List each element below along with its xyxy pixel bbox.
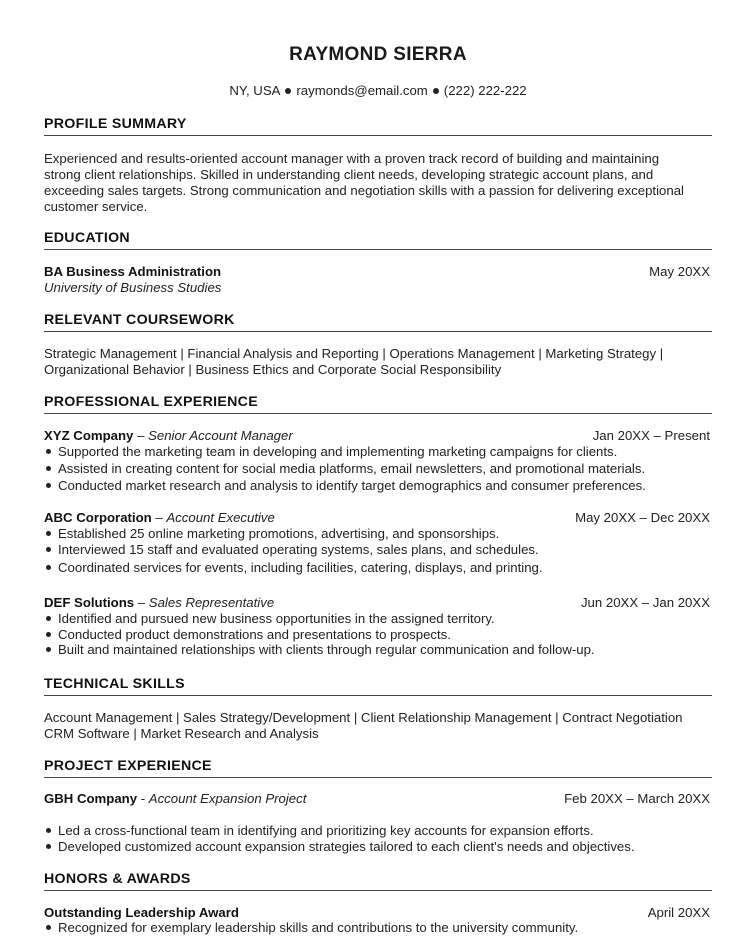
bullet-text: Identified and pursued new business opportunities in the assigned territory. bbox=[58, 611, 495, 626]
list-item bbox=[44, 560, 712, 576]
section-title: PROFESSIONAL EXPERIENCE bbox=[44, 394, 712, 414]
award-name: Outstanding Leadership Award bbox=[44, 905, 239, 920]
bullet-dot-icon bbox=[46, 547, 51, 552]
section-profile-summary bbox=[44, 116, 712, 136]
separator: – bbox=[151, 510, 167, 525]
text-line: Organizational Behavior | Business Ethics and Corporate Social Responsibility bbox=[44, 362, 502, 377]
list-item bbox=[44, 478, 712, 494]
text-line: Account Management | Sales Strategy/Development | Client Relationship Management | Contract Negotiation bbox=[44, 710, 683, 725]
degree-title: BA Business Administration bbox=[44, 264, 222, 279]
resume-page bbox=[44, 0, 712, 942]
location-text: NY, USA bbox=[229, 83, 281, 98]
job-dates: May 20XX – Dec 20XX bbox=[575, 510, 710, 525]
project-dates: Feb 20XX – March 20XX bbox=[564, 791, 710, 806]
list-item bbox=[44, 461, 712, 477]
bullet-text: Coordinated services for events, including facilities, catering, displays, and printing. bbox=[58, 560, 543, 575]
bullet-text: Assisted in creating content for social media platforms, email newsletters, and promotional materials. bbox=[58, 461, 646, 476]
bullet-text: Established 25 online marketing promotions, advertising, and sponsorships. bbox=[58, 526, 500, 541]
bullet-text: Developed customized account expansion strategies tailored to each client's needs and objectives. bbox=[58, 839, 635, 854]
job-dates: Jan 20XX – Present bbox=[592, 428, 710, 443]
list-item bbox=[44, 526, 712, 542]
email-text: raymonds@email.com bbox=[296, 83, 428, 98]
bullet-dot-icon bbox=[46, 616, 51, 621]
section-coursework bbox=[44, 312, 712, 332]
bullet-text: Supported the marketing team in developing and implementing marketing campaigns for clients. bbox=[58, 444, 618, 459]
company-name: GBH Company bbox=[44, 791, 138, 806]
section-title: PROJECT EXPERIENCE bbox=[44, 758, 712, 778]
text-line: Strategic Management | Financial Analysis and Reporting | Operations Management | Marketing Strategy | bbox=[44, 346, 664, 361]
bullet-dot-icon bbox=[46, 466, 51, 471]
section-education bbox=[44, 230, 712, 250]
school-name: University of Business Studies bbox=[44, 280, 222, 295]
bullet-dot-icon bbox=[46, 844, 51, 849]
list-item bbox=[44, 627, 712, 643]
graduation-date: May 20XX bbox=[649, 264, 710, 279]
list-item bbox=[44, 920, 712, 936]
section-honors-awards bbox=[44, 871, 712, 891]
separator: - bbox=[137, 791, 149, 806]
coursework-text bbox=[44, 346, 712, 378]
text-line: customer service. bbox=[44, 199, 148, 214]
bullet-dot-icon bbox=[46, 647, 51, 652]
list-item bbox=[44, 642, 712, 658]
bullet-text: Interviewed 15 staff and evaluated operating systems, sales plans, and schedules. bbox=[58, 542, 539, 557]
text-line: exceeding sales targets. Strong communication and negotiation skills with a passion for delivering exceptional bbox=[44, 183, 684, 198]
contact-line bbox=[44, 83, 712, 98]
text-line: CRM Software | Market Research and Analysis bbox=[44, 726, 319, 741]
bullet-dot-icon bbox=[46, 925, 51, 930]
bullet-dot-icon bbox=[46, 531, 51, 536]
section-technical-skills bbox=[44, 676, 712, 696]
skills-text bbox=[44, 710, 712, 742]
job-title: Senior Account Manager bbox=[148, 428, 293, 443]
company-name: ABC Corporation bbox=[44, 510, 152, 525]
profile-summary-text bbox=[44, 151, 712, 215]
bullet-text: Recognized for exemplary leadership skills and contributions to the university community. bbox=[58, 920, 579, 935]
section-title: PROFILE SUMMARY bbox=[44, 116, 712, 136]
award-date: April 20XX bbox=[647, 905, 710, 920]
section-project-experience bbox=[44, 758, 712, 778]
bullet-dot-icon bbox=[433, 88, 439, 94]
section-title: EDUCATION bbox=[44, 230, 712, 250]
bullet-dot-icon bbox=[46, 483, 51, 488]
separator: – bbox=[134, 595, 149, 610]
section-professional-experience bbox=[44, 394, 712, 414]
section-title: TECHNICAL SKILLS bbox=[44, 676, 712, 696]
bullet-dot-icon bbox=[285, 88, 291, 94]
company-name: XYZ Company bbox=[44, 428, 134, 443]
bullet-text: Built and maintained relationships with clients through regular communication and follow-up. bbox=[58, 642, 595, 657]
bullet-dot-icon bbox=[46, 632, 51, 637]
bullet-text: Conducted market research and analysis to identify target demographics and consumer preferences. bbox=[58, 478, 646, 493]
text-line: Experienced and results-oriented account manager with a proven track record of building and maintaining bbox=[44, 151, 660, 166]
candidate-name: RAYMOND SIERRA bbox=[289, 44, 467, 65]
job-title: Sales Representative bbox=[148, 595, 275, 610]
job-dates: Jun 20XX – Jan 20XX bbox=[580, 595, 710, 610]
phone-text: (222) 222-222 bbox=[443, 83, 527, 98]
bullet-text: Led a cross-functional team in identifying and prioritizing key accounts for expansion efforts. bbox=[58, 823, 594, 838]
text-line: strong client relationships. Skilled in understanding client needs, developing strategic account plans, and bbox=[44, 167, 654, 182]
section-title: RELEVANT COURSEWORK bbox=[44, 312, 712, 332]
project-title: Account Expansion Project bbox=[148, 791, 307, 806]
bullet-dot-icon bbox=[46, 828, 51, 833]
list-item bbox=[44, 611, 712, 627]
list-item bbox=[44, 444, 712, 460]
company-name: DEF Solutions bbox=[44, 595, 135, 610]
job-title: Account Executive bbox=[166, 510, 275, 525]
separator: – bbox=[133, 428, 149, 443]
section-title: HONORS & AWARDS bbox=[44, 871, 712, 891]
list-item bbox=[44, 839, 712, 855]
list-item bbox=[44, 823, 712, 839]
bullet-text: Conducted product demonstrations and presentations to prospects. bbox=[58, 627, 451, 642]
bullet-dot-icon bbox=[46, 449, 51, 454]
bullet-dot-icon bbox=[46, 565, 51, 570]
list-item bbox=[44, 542, 712, 558]
